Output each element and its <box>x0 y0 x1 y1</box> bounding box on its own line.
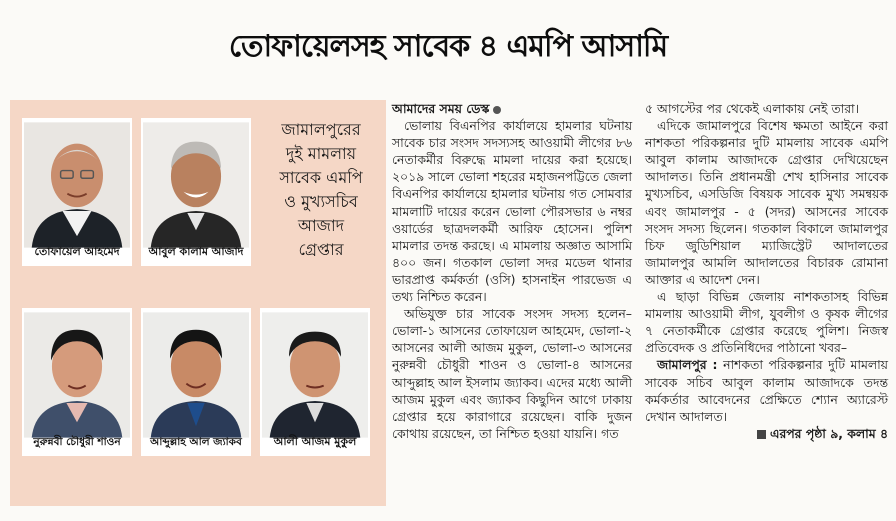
photo-caption: আবুল কালাম আজাদ <box>148 245 244 258</box>
photo-caption: আব্দুল্লাহ আল জ্যাকব <box>150 436 242 448</box>
photo-caption: তোফায়েল আহমেদ <box>34 245 120 258</box>
dateline <box>392 100 632 117</box>
paragraph: এদিকে জামালপুরে বিশেষ ক্ষমতা আইনে করা নাশকতা পরিকল্পনার দুটি মামলায় সাবেক এমপি আবুল কালাম আজাদকে গ্রেপ্তার দেখিয়েছেন আদালত। তিনি প্রধানমন্ত্রী শেখ হাসিনার সাবেক মুখ্যসচিব, এসডিজি বিষয়ক সাবেক মুখ্য সমন্বয়ক এবং জামালপুর - ৫ (সদর) আসনের সাবেক সংসদ সদস্য ছিলেন। গতকাল বিকালে জামালপুর চিফ জুডিশিয়াল ম্যাজিস্ট্রেট আদালতের জামালপুর আমলি আদালতের বিচারক রোমানা আক্তার এ আদেশ দেন। <box>645 118 888 287</box>
paragraph-text: নাশকতা পরিকল্পনার দুটি মামলায় সাবেক সচিব আবুল কালাম আজাদকে তদন্ত কর্মকর্তার আবেদনের প্রেক্ষিতে শ্যোন অ্যারেস্ট দেখান আদালত। <box>645 357 888 424</box>
portrait-image <box>24 310 130 440</box>
dateline-text: আমাদের সময় ডেস্ক <box>392 101 490 116</box>
paragraph <box>645 356 888 424</box>
photo-caption: আলী আজম মুকুল <box>273 435 357 448</box>
photo-tofail-ahmed <box>22 118 132 266</box>
photo-abul-kalam-azad <box>141 118 251 266</box>
photo-panel <box>10 100 386 506</box>
bullet-icon <box>493 106 501 114</box>
paragraph: এ ছাড়া বিভিন্ন জেলায় নাশকতাসহ বিভিন্ন মামলায় আওয়ামী লীগ, যুবলীগ ও কৃষক লীগের ৭ নেতাকর্মীকে গ্রেপ্তার করেছে পুলিশ। নিজস্ব প্রতিবেদক ও প্রতিনিধিদের পাঠানো খবর– <box>645 289 888 356</box>
photo-abdullah-al-jacob <box>141 308 251 456</box>
headline: তোফায়েলসহ সাবেক ৪ এমপি আসামি <box>228 28 668 64</box>
callout-line: ও মুখ্যসচিব <box>284 192 358 211</box>
photo-nurunnabi-chowdhury-shaon <box>22 308 132 456</box>
callout-line: গ্রেপ্তার <box>298 240 344 259</box>
portrait-image <box>143 310 249 440</box>
callout <box>262 118 380 262</box>
article-column-2 <box>645 100 888 442</box>
photo-ali-azam-mukul <box>260 308 370 456</box>
paragraph: ৫ আগস্টের পর থেকেই এলাকায় নেই তারা। <box>645 101 860 116</box>
callout-line: জামালপুরের <box>281 120 361 139</box>
portrait-image <box>143 120 249 250</box>
article-column-1 <box>392 100 632 442</box>
paragraph: ভোলায় বিএনপির কার্যালয়ে হামলার ঘটনায় সাবেক চার সংসদ সদস্যসহ আওয়ামী লীগের ৮৬ নেতাকর্মীর বিরুদ্ধে মামলা দায়ের করা হয়েছে। ২০১৯ সালে ভোলা শহরের মহাজনপট্টিতে জেলা বিএনপির কার্যালয়ে হামলার ঘটনায় গত সোমবার মামলাটি দায়ের করেন ভোলা পৌরসভার ৬ নম্বর ওয়ার্ডের ছাত্রদলকর্মী আরিফ হোসেন। পুলিশ মামলার তদন্ত করছে। এ মামলায় অজ্ঞাত আসামি ৪০০ জন। গতকাল ভোলা সদর মডেল থানার ভারপ্রাপ্ত কর্মকর্তা (ওসি) হাসনাইন পারভেজ এ তথ্য নিশ্চিত করেন। <box>392 118 632 305</box>
portrait-image <box>262 310 368 440</box>
paragraph: অভিযুক্ত চার সাবেক সংসদ সদস্য হলেন– ভোলা-১ আসনের তোফায়েল আহমেদ, ভোলা-২ আসনের আলী আজম মুকুল, ভোলা-৩ আসনের নুরুন্নবী চৌধুরী শাওন ও ভোলা-৪ আসনের আব্দুল্লাহ আল ইসলাম জ্যাকব। এদের মধ্যে আলী আজম মুকুল এবং জ্যাকব কিছুদিন আগে ঢাকায় গ্রেপ্তার হয়ে কারাগারে রয়েছেন। বাকি দুজন কোথায় রয়েছেন, তা নিশ্চিত হওয়া যায়নি। গত <box>392 306 632 441</box>
callout-line: দুই মামলায় <box>285 144 357 163</box>
continuation <box>645 425 888 442</box>
continued-text: এরপর পৃষ্ঠা ৯, কলাম ৪ <box>770 425 888 441</box>
callout-line: আজাদ <box>297 216 345 235</box>
callout-line: সাবেক এমপি <box>279 168 363 187</box>
subhead-jamalpur: জামালপুর : <box>657 357 718 373</box>
photo-caption: নুরুন্নবী চৌধুরী শাওন <box>33 436 121 448</box>
square-bullet-icon <box>757 430 766 439</box>
portrait-image <box>24 120 130 250</box>
